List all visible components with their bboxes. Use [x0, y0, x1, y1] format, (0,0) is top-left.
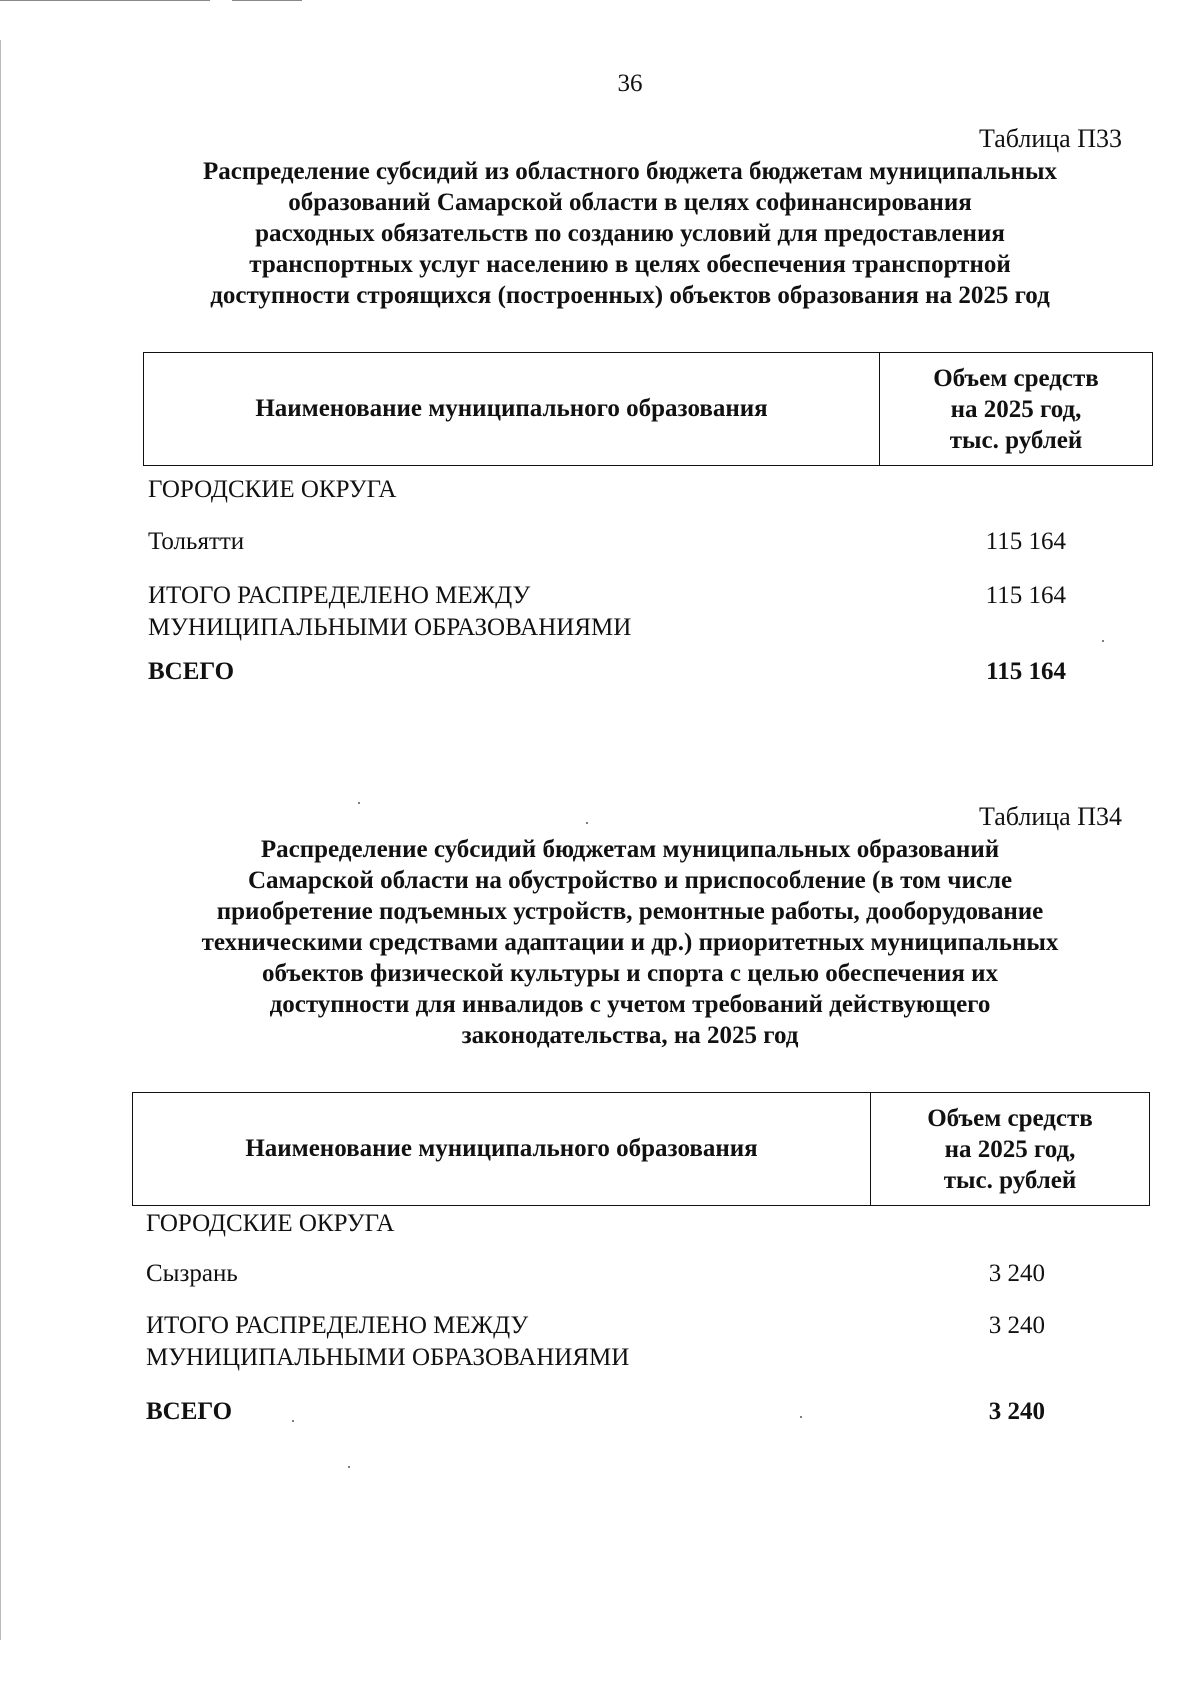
column-header-line: на 2025 год,	[944, 1135, 1076, 1163]
total-label: ВСЕГО	[148, 658, 235, 685]
scan-edge-line	[0, 0, 210, 1]
column-header-name: Наименование муниципального образования	[144, 353, 880, 465]
caption-line: транспортных услуг населению в целях обеспечения транспортной	[249, 251, 1011, 278]
column-header-line: на 2025 год,	[950, 395, 1082, 423]
caption-line: Распределение субсидий из областного бюджета бюджетам муниципальных	[202, 158, 1058, 185]
caption-line: Самарской области на обустройство и приспособление (в том числе	[247, 867, 1013, 894]
caption-line: образований Самарской области в целях софинансирования	[288, 189, 972, 216]
scan-speck	[292, 1420, 294, 1422]
subtotal-value: 3 240	[988, 1312, 1045, 1339]
column-header-line: тыс. рублей	[943, 1166, 1077, 1194]
subtotal-label	[148, 580, 631, 644]
subtotal-label-line: МУНИЦИПАЛЬНЫМИ ОБРАЗОВАНИЯМИ	[148, 614, 632, 641]
section-heading: ГОРОДСКИЕ ОКРУГА	[146, 1210, 395, 1237]
caption-line: законодательства, на 2025 год	[461, 1022, 799, 1049]
total-label: ВСЕГО	[146, 1398, 233, 1425]
column-header-volume	[871, 1093, 1149, 1205]
scan-speck	[358, 802, 360, 804]
column-header-name: Наименование муниципального образования	[133, 1093, 871, 1205]
table-header	[143, 352, 1153, 466]
table-label: Таблица П34	[979, 802, 1122, 831]
column-header-line: Объем средств	[933, 364, 1099, 392]
page-number: 36	[617, 70, 643, 97]
caption-line: объектов физической культуры и спорта с целью обеспечения их	[261, 960, 999, 987]
subtotal-label	[146, 1310, 629, 1374]
caption-line: доступности строящихся (построенных) объектов образования на 2025 год	[210, 282, 1050, 309]
table-caption	[100, 834, 1160, 1051]
caption-line: техническими средствами адаптации и др.) приоритетных муниципальных	[201, 929, 1059, 956]
table-label: Таблица П33	[979, 124, 1122, 153]
subtotal-value: 115 164	[985, 582, 1066, 609]
table-header	[132, 1092, 1150, 1206]
total-value: 3 240	[988, 1398, 1045, 1425]
section-heading: ГОРОДСКИЕ ОКРУГА	[148, 476, 397, 503]
scan-left-edge	[0, 40, 1, 1640]
scan-speck	[586, 822, 588, 824]
column-header-line: тыс. рублей	[949, 426, 1083, 454]
caption-line: расходных обязательств по созданию условий для предоставления	[255, 220, 1005, 247]
scan-speck	[348, 1466, 350, 1468]
scan-edge-line	[232, 0, 302, 1]
row-name: Тольятти	[148, 528, 245, 555]
caption-line: Распределение субсидий бюджетам муниципальных образований	[260, 836, 1000, 863]
scan-speck	[800, 1416, 802, 1418]
caption-line: приобретение подъемных устройств, ремонтные работы, дооборудование	[216, 898, 1044, 925]
subtotal-label-line: ИТОГО РАСПРЕДЕЛЕНО МЕЖДУ	[148, 582, 531, 609]
row-value: 3 240	[988, 1260, 1045, 1287]
row-name: Сызрань	[146, 1260, 238, 1287]
total-value: 115 164	[986, 658, 1066, 685]
column-header-line: Объем средств	[927, 1104, 1093, 1132]
row-value: 115 164	[985, 528, 1066, 555]
table-caption	[100, 156, 1160, 311]
subtotal-label-line: МУНИЦИПАЛЬНЫМИ ОБРАЗОВАНИЯМИ	[146, 1344, 630, 1371]
subtotal-label-line: ИТОГО РАСПРЕДЕЛЕНО МЕЖДУ	[146, 1312, 529, 1339]
scan-speck	[1102, 640, 1104, 642]
caption-line: доступности для инвалидов с учетом требований действующего	[269, 991, 991, 1018]
column-header-volume	[880, 353, 1152, 465]
